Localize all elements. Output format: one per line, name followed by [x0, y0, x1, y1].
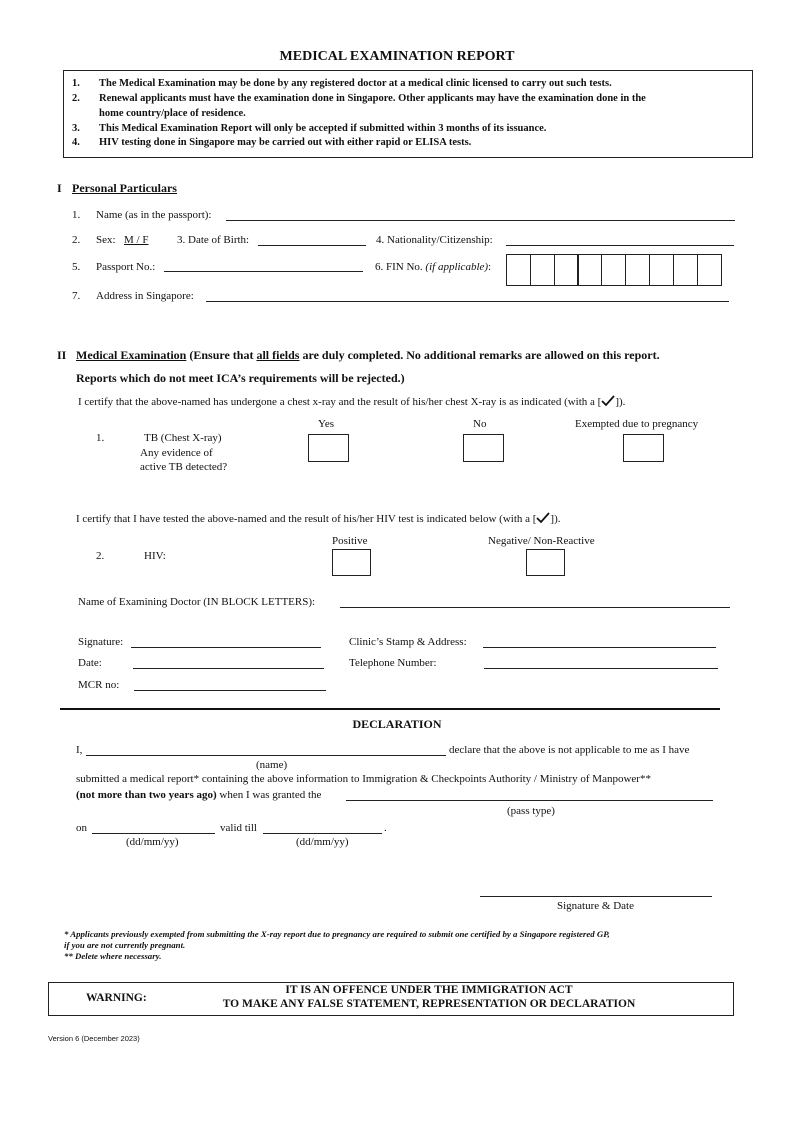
date-caption: (dd/mm/yy) [126, 836, 179, 848]
field-number: 1. [72, 209, 81, 221]
telephone-input-line[interactable] [484, 668, 718, 669]
name-input-line[interactable] [226, 220, 735, 221]
mcr-input-line[interactable] [134, 690, 326, 691]
section-title-medical-line [76, 348, 660, 363]
sex-label: Sex: [96, 234, 116, 246]
warning-label: WARNING: [86, 992, 147, 1004]
hiv-negative-checkbox[interactable] [526, 549, 565, 576]
footnote-delete: ** Delete where necessary. [64, 951, 162, 961]
col-positive: Positive [332, 535, 368, 547]
checkmark-icon [601, 395, 615, 407]
note-number: 2. [72, 93, 80, 104]
declaration-line3 [76, 789, 321, 801]
declarant-name-input-line[interactable] [86, 755, 446, 756]
declaration-i: I, [76, 744, 83, 756]
hiv-positive-checkbox[interactable] [332, 549, 371, 576]
declaration-text: declare that the above is not applicable to me as I have [449, 744, 690, 756]
tb-number: 1. [96, 432, 105, 444]
period-mark: . [384, 822, 387, 834]
instructions-box [63, 70, 753, 158]
valid-till-label: valid till [220, 822, 257, 834]
note-text: home country/place of residence. [99, 108, 246, 119]
address-label: Address in Singapore: [96, 290, 194, 302]
col-exempt: Exempted due to pregnancy [575, 418, 699, 430]
tb-question: active TB detected? [140, 461, 228, 473]
mcr-label: MCR no: [78, 679, 120, 691]
field-number: 7. [72, 290, 81, 302]
fin-label-note: (if applicable) [425, 261, 489, 273]
passport-input-line[interactable] [164, 271, 363, 272]
col-negative: Negative/ Non-Reactive [488, 535, 595, 547]
xray-cert-end: ]). [615, 396, 626, 408]
checkmark-icon [536, 512, 550, 524]
xray-cert-text: I certify that the above-named has undergone a chest x-ray and the result of his/her chest X-ray is as indicated (with a [ [78, 396, 602, 408]
note-text: HIV testing done in Singapore may be carried out with either rapid or ELISA tests. [99, 137, 472, 148]
signature-input-line[interactable] [131, 647, 321, 648]
note-text: The Medical Examination may be done by any registered doctor at a medical clinic licensed to carry out such tests. [99, 78, 612, 89]
note-text: This Medical Examination Report will only be accepted if submitted within 3 months of its issuance. [99, 123, 547, 134]
warning-line2: TO MAKE ANY FALSE STATEMENT, REPRESENTATION OR DECLARATION [222, 998, 636, 1010]
tb-yes-checkbox[interactable] [308, 434, 349, 462]
instruction-line2: Reports which do not meet ICA’s requirements will be rejected.) [76, 371, 405, 385]
note-number: 4. [72, 137, 80, 148]
doctor-name-input-line[interactable] [340, 607, 730, 608]
declaration-period: (not more than two years ago) [76, 789, 217, 801]
declarant-signature-line[interactable] [480, 896, 712, 897]
clinic-stamp-label: Clinic’s Stamp & Address: [349, 636, 467, 648]
declaration-granted: when I was granted the [216, 789, 322, 801]
date-input-line[interactable] [133, 668, 324, 669]
hiv-cert-end: ]). [550, 513, 561, 525]
signature-label: Signature: [78, 636, 124, 648]
fin-char-box[interactable] [506, 254, 531, 286]
note-number: 3. [72, 123, 80, 134]
on-label: on [76, 822, 87, 834]
fin-label-colon: : [488, 261, 492, 273]
date-label: Date: [78, 657, 102, 669]
note-number: 1. [72, 78, 80, 89]
version-label: Version 6 (December 2023) [48, 1034, 140, 1043]
instruction-text: (Ensure that [186, 348, 257, 362]
col-yes: Yes [318, 418, 335, 430]
footnote-pregnancy-cont: if you are not currently pregnant. [64, 940, 186, 950]
dob-input-line[interactable] [258, 245, 366, 246]
fin-input-boxes[interactable] [506, 254, 722, 284]
section-title-medical: Medical Examination [76, 348, 187, 362]
clinic-stamp-input-line[interactable] [483, 647, 716, 648]
fin-label-text: 6. FIN No. [375, 261, 423, 273]
xray-certification [78, 395, 625, 408]
fin-char-box[interactable] [601, 254, 626, 286]
tb-label: TB (Chest X-ray) [144, 432, 222, 444]
fin-char-box[interactable] [649, 254, 674, 286]
declaration-title: DECLARATION [352, 717, 442, 731]
telephone-label: Telephone Number: [349, 657, 437, 669]
warning-line1: IT IS AN OFFENCE UNDER THE IMMIGRATION ACT [285, 984, 573, 996]
fin-label [375, 261, 491, 273]
section-title-personal: Personal Particulars [72, 181, 177, 195]
section-divider [60, 708, 720, 710]
footnote-pregnancy: * Applicants previously exempted from submitting the X-ray report due to pregnancy are required to submit one certified by a Singapore registered GP, [64, 929, 610, 939]
passport-label: Passport No.: [96, 261, 156, 273]
pass-type-input-line[interactable] [346, 800, 713, 801]
doctor-name-label: Name of Examining Doctor (IN BLOCK LETTERS): [78, 596, 316, 608]
fin-char-box[interactable] [673, 254, 698, 286]
name-caption: (name) [256, 759, 288, 771]
nationality-label: 4. Nationality/Citizenship: [376, 234, 493, 246]
fin-char-box[interactable] [554, 254, 579, 286]
nationality-input-line[interactable] [506, 245, 734, 246]
instruction-text: are duly completed. No additional remarks are allowed on this report. [299, 348, 660, 362]
note-text: Renewal applicants must have the examination done in Singapore. Other applicants may have the examination done in the [99, 93, 646, 104]
fin-char-box[interactable] [697, 254, 722, 286]
hiv-number: 2. [96, 550, 105, 562]
date-caption: (dd/mm/yy) [296, 836, 349, 848]
section-number: II [57, 348, 67, 362]
valid-till-input-line[interactable] [263, 833, 382, 834]
tb-question: Any evidence of [140, 447, 213, 459]
dob-label: 3. Date of Birth: [177, 234, 250, 246]
fin-char-box[interactable] [625, 254, 650, 286]
instruction-emphasis: all fields [256, 348, 300, 362]
on-date-input-line[interactable] [92, 833, 215, 834]
warning-box [48, 982, 734, 1016]
section-number: I [57, 181, 62, 195]
page-title: MEDICAL EXAMINATION REPORT [279, 49, 515, 64]
hiv-certification [76, 512, 561, 525]
field-number: 2. [72, 234, 81, 246]
field-number: 5. [72, 261, 81, 273]
pass-type-caption: (pass type) [507, 805, 555, 817]
sex-options[interactable]: M / F [124, 234, 149, 246]
col-no: No [473, 418, 487, 430]
declaration-line2: submitted a medical report* containing the above information to Immigration & Checkpoints Authority / Ministry of Manpower** [76, 773, 651, 785]
hiv-cert-text: I certify that I have tested the above-named and the result of his/her HIV test is indicated below (with a [ [76, 513, 537, 525]
hiv-label: HIV: [144, 550, 166, 562]
tb-exempt-checkbox[interactable] [623, 434, 664, 462]
address-input-line[interactable] [206, 301, 729, 302]
fin-char-box[interactable] [530, 254, 555, 286]
tb-no-checkbox[interactable] [463, 434, 504, 462]
fin-char-box[interactable] [577, 254, 602, 286]
signature-date-caption: Signature & Date [557, 900, 634, 912]
name-label: Name (as in the passport): [96, 209, 212, 221]
